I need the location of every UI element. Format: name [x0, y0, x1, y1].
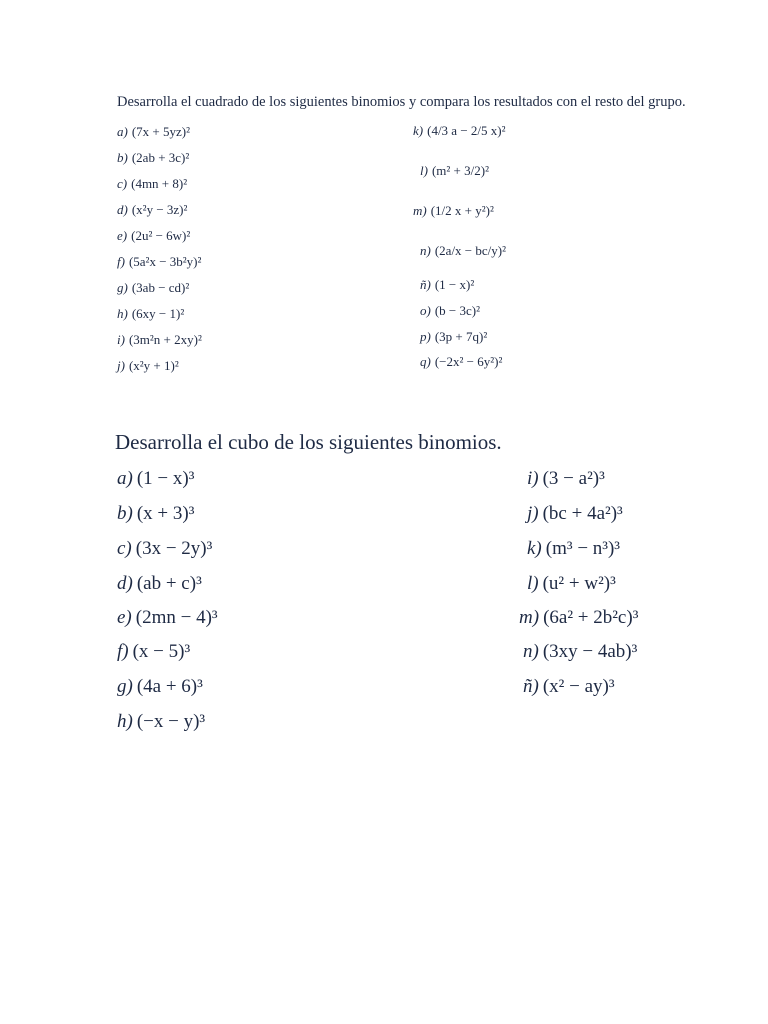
s2-item-d: [117, 573, 202, 595]
item-expression: (ab + c)³: [136, 573, 202, 594]
item-label: o): [420, 303, 431, 318]
item-label: q): [420, 354, 431, 369]
item-expression: (5a²x − 3b²y)²: [128, 254, 202, 269]
s1-item-f: [117, 254, 201, 270]
item-expression: (1/2 x + y²)²: [430, 203, 494, 218]
item-label: k): [413, 123, 424, 138]
item-expression: (x² − ay)³: [542, 676, 615, 697]
s1-item-g: [117, 280, 189, 296]
item-label: h): [117, 306, 128, 321]
item-label: n): [420, 243, 431, 258]
item-expression: (x²y + 1)²: [128, 358, 179, 373]
item-label: i): [527, 468, 539, 489]
item-expression: (7x + 5yz)²: [131, 124, 191, 139]
item-expression: (3x − 2y)³: [135, 538, 213, 559]
item-expression: (2mn − 4)³: [135, 607, 218, 628]
item-expression: (3m²n + 2xy)²: [128, 332, 202, 347]
item-label: e): [117, 607, 132, 628]
s2-item-c: [117, 538, 212, 560]
item-expression: (m³ − n³)³: [545, 538, 621, 559]
item-label: b): [117, 503, 133, 524]
s2-item-b: [117, 503, 194, 525]
s2-item-k: [527, 538, 620, 560]
item-label: e): [117, 228, 128, 243]
s1-item-p: [420, 329, 487, 345]
item-label: c): [117, 176, 128, 191]
s2-item-i: [527, 468, 605, 490]
s2-item-h: [117, 711, 205, 733]
item-expression: (b − 3c)²: [434, 303, 481, 318]
item-label: g): [117, 280, 128, 295]
item-label: ñ): [420, 277, 431, 292]
item-expression: (2ab + 3c)²: [131, 150, 190, 165]
s2-item-m: [519, 607, 638, 629]
s2-item-f: [117, 641, 190, 663]
item-expression: (x²y − 3z)²: [131, 202, 188, 217]
item-label: f): [117, 254, 125, 269]
item-expression: (1 − x)²: [434, 277, 475, 292]
s1-item-e: [117, 228, 190, 244]
item-label: a): [117, 468, 133, 489]
section1-title: Desarrolla el cuadrado de los siguientes binomios y compara los resultados con el resto del grupo.: [117, 94, 686, 110]
item-label: c): [117, 538, 132, 559]
item-label: l): [420, 163, 428, 178]
s2-item-g: [117, 676, 203, 698]
s1-item-n: [420, 243, 506, 259]
item-label: j): [527, 503, 539, 524]
item-expression: (4a + 6)³: [136, 676, 203, 697]
item-label: i): [117, 332, 125, 347]
item-label: d): [117, 202, 128, 217]
s1-item-i: [117, 332, 202, 348]
s2-item-l: [527, 573, 616, 595]
s1-item-j: [117, 358, 179, 374]
item-expression: (2u² − 6w)²: [131, 228, 191, 243]
s1-item-m: [413, 203, 494, 219]
s1-item-q: [420, 354, 502, 370]
item-expression: (3ab − cd)²: [131, 280, 190, 295]
s1-item-o: [420, 303, 480, 319]
item-label: h): [117, 711, 133, 732]
s1-item-d: [117, 202, 187, 218]
item-label: a): [117, 124, 128, 139]
item-expression: (bc + 4a²)³: [542, 503, 623, 524]
item-expression: (m² + 3/2)²: [431, 163, 489, 178]
item-expression: (3xy − 4ab)³: [542, 641, 638, 662]
item-expression: (−x − y)³: [136, 711, 206, 732]
item-expression: (3p + 7q)²: [434, 329, 488, 344]
item-expression: (4mn + 8)²: [131, 176, 188, 191]
item-expression: (3 − a²)³: [542, 468, 605, 489]
s1-item-enye: [420, 277, 474, 293]
s1-item-k: [413, 123, 506, 139]
s2-item-a: [117, 468, 194, 490]
item-label: n): [523, 641, 539, 662]
item-label: g): [117, 676, 133, 697]
item-label: ñ): [523, 676, 539, 697]
s1-item-l: [420, 163, 489, 179]
s1-item-b: [117, 150, 189, 166]
item-label: d): [117, 573, 133, 594]
s1-item-h: [117, 306, 184, 322]
s2-item-j: [527, 503, 623, 525]
item-expression: (2a/x − bc/y)²: [434, 243, 506, 258]
item-expression: (−2x² − 6y²)²: [434, 354, 503, 369]
item-label: m): [413, 203, 427, 218]
s2-item-n: [523, 641, 637, 663]
item-label: k): [527, 538, 542, 559]
item-label: f): [117, 641, 129, 662]
item-expression: (6xy − 1)²: [131, 306, 185, 321]
item-expression: (x − 5)³: [132, 641, 191, 662]
item-label: p): [420, 329, 431, 344]
item-expression: (6a² + 2b²c)³: [543, 607, 639, 628]
s2-item-e: [117, 607, 218, 629]
item-expression: (1 − x)³: [136, 468, 195, 489]
item-expression: (4/3 a − 2/5 x)²: [427, 123, 506, 138]
s2-item-enye: [523, 676, 615, 698]
s1-item-c: [117, 176, 187, 192]
item-expression: (x + 3)³: [136, 503, 195, 524]
item-label: l): [527, 573, 539, 594]
item-label: m): [519, 607, 540, 628]
item-label: b): [117, 150, 128, 165]
item-label: j): [117, 358, 125, 373]
item-expression: (u² + w²)³: [542, 573, 616, 594]
section2-title: Desarrolla el cubo de los siguientes binomios.: [115, 430, 502, 454]
s1-item-a: [117, 124, 190, 140]
